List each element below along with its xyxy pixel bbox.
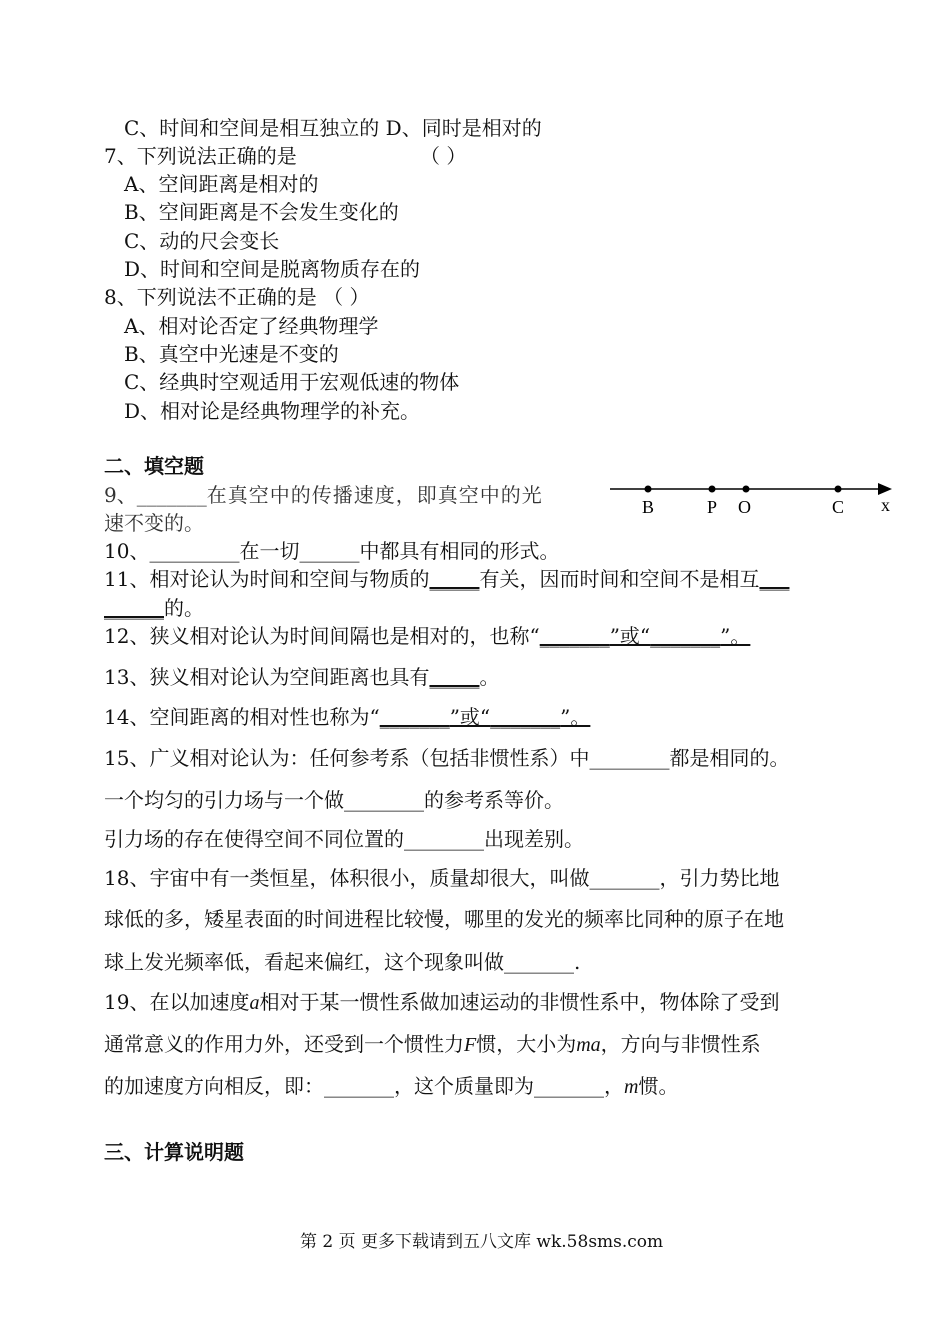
q12-blank-2: _______ [650,624,721,648]
q13-text-a: 13、狭义相对论认为空间距离也具有 [104,665,430,689]
q7-stem: 7、下列说法正确的是 [104,144,297,168]
q19-var-a: a [249,992,260,1014]
q11-text-a: 11、相对论认为时间和空间与物质的 [104,567,430,591]
q14-text-b: ”或“ [449,705,491,729]
point-b-label: B [642,497,655,517]
q19-text-g: 惯。 [638,1074,679,1098]
q11-line-2 [104,595,204,621]
q9-line-2: 速不变的。 [104,511,204,535]
q14-line [104,704,590,730]
q14-blank-1: _______ [379,705,450,729]
q19-line-2 [104,1031,761,1058]
q19-var-m: m [624,1076,639,1098]
q17-text: 引力场的存在使得空间不同位置的________出现差别。 [104,827,584,851]
point-c-dot [835,486,842,493]
q10-text: 10、_________在一切______中都具有相同的形式。 [104,539,560,563]
q14-text-a: 14、空间距离的相对性也称为“ [104,705,380,729]
q19-text-a: 19、在以加速度 [104,990,250,1014]
point-p-label: P [707,497,718,517]
q14-text-c: ”。 [560,705,591,729]
number-line-arrow [878,483,892,495]
q11-blank-1: _____ [429,567,480,591]
point-c-label: C [832,497,845,517]
q9-number: 9、 [104,483,137,507]
q6-options-cd: C、时间和空间是相互独立的 D、同时是相对的 [124,116,542,140]
section-2-heading: 二、填空题 [104,454,204,478]
q19-line-3 [104,1073,678,1100]
q8-option-a: A、相对论否定了经典物理学 [124,314,379,338]
point-o-label: O [738,497,751,517]
q13-line [104,664,499,690]
point-p-dot [709,486,716,493]
page-footer: 第 2 页 更多下载请到五八文库 wk.58sms.com [300,1232,664,1252]
axis-x-label: x [881,495,890,515]
q14-blank-2: _______ [490,705,561,729]
q12-text-b: ”或“ [609,624,651,648]
q19-line-1 [104,989,779,1016]
q8-stem: 8、下列说法不正确的是 （ ） [104,285,370,309]
q12-text-a: 12、狭义相对论认为时间间隔也是相对的，也称“ [104,624,540,648]
q7-option-a: A、空间距离是相对的 [124,172,319,196]
q11-blank-2: ___ [759,567,790,591]
q11-blank-2-cont: ______ [104,596,164,620]
q19-var-ma: ma [576,1034,601,1056]
q11-text-c: 的。 [164,596,204,620]
q16-text: 一个均匀的引力场与一个做________的参考系等价。 [104,788,564,812]
q9-text: 在真空中的传播速度，即真空中的光 [206,483,543,507]
q13-blank: _____ [429,665,480,689]
q19-text-c: 通常意义的作用力外，还受到一个惯性力 [104,1032,464,1056]
q9-blank: _______ [136,483,207,507]
q7-option-c: C、动的尺会变长 [124,229,280,253]
q8-option-c: C、经典时空观适用于宏观低速的物体 [124,370,460,394]
q12-text-c: ”。 [720,624,751,648]
q19-text-d: 惯，大小为 [476,1032,577,1056]
q12-blank-1: _______ [539,624,610,648]
q7-paren: （ ） [420,144,467,168]
q19-text-f: 的加速度方向相反，即：_______，这个质量即为_______， [104,1074,624,1098]
q18-line-2: 球低的多，矮星表面的时间进程比较慢，哪里的发光的频率比同种的原子在地 [104,907,784,931]
section-3-heading: 三、计算说明题 [104,1140,244,1164]
q13-text-b: 。 [479,665,500,689]
q7-option-b: B、空间距离是不会发生变化的 [124,200,399,224]
q19-text-e: ，方向与非惯性系 [600,1032,761,1056]
q8-option-b: B、真空中光速是不变的 [124,342,339,366]
q18-line-3: 球上发光频率低，看起来偏红，这个现象叫做_______. [104,950,581,974]
q19-var-f: F [464,1034,477,1056]
q15-text: 15、广义相对论认为：任何参考系（包括非惯性系）中________都是相同的。 [104,746,790,770]
point-o-dot [743,486,750,493]
q7-option-d: D、时间和空间是脱离物质存在的 [124,257,421,281]
q11-text-b: 有关，因而时间和空间不是相互 [479,567,760,591]
q8-option-d: D、相对论是经典物理学的补充。 [124,399,421,423]
point-b-dot [645,486,652,493]
q18-line-1: 18、宇宙中有一类恒星，体积很小，质量却很大，叫做_______，引力势比地 [104,866,780,890]
q19-text-b: 相对于某一惯性系做加速运动的非惯性系中，物体除了受到 [259,990,780,1014]
q11-line-1 [104,566,789,592]
q12-line [104,623,750,649]
